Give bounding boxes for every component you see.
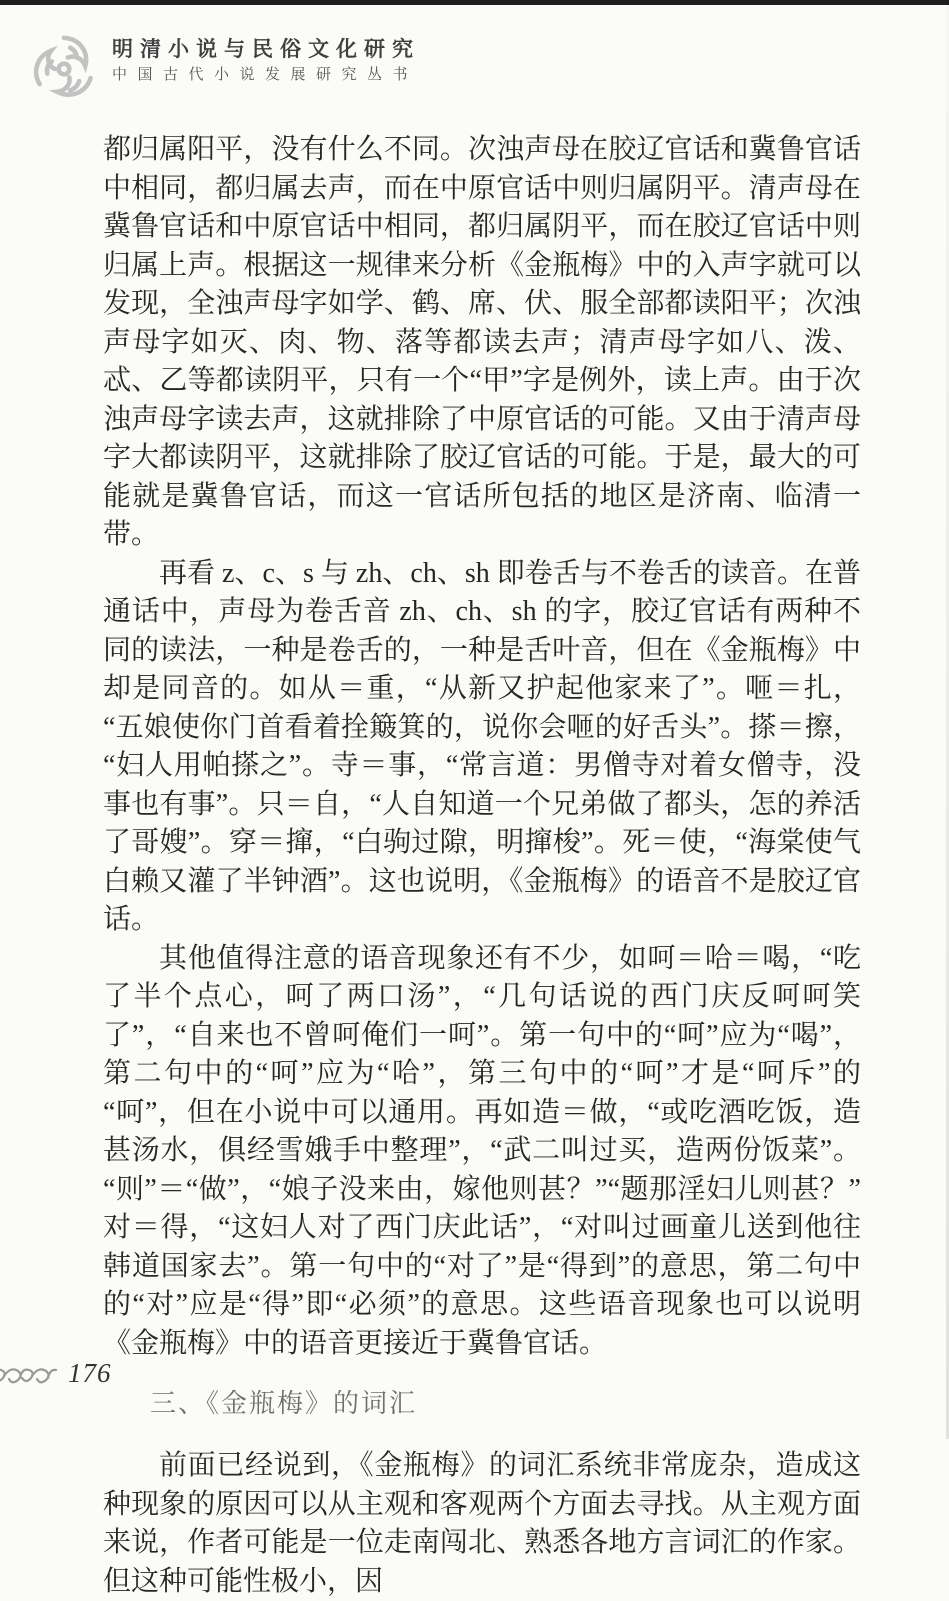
paragraph-continuation: 都归属阳平，没有什么不同。次浊声母在胶辽官话和冀鲁官话中相同，都归属去声，而在中原官话中则归属阴平。清声母在冀鲁官话和中原官话中相同，都归属阴平，而在胶辽官话中则归属上声。根据这一规律来分析《金瓶梅》中的入声字就可以发现，全浊声母字如学、鹤、席、伏、服全部都读阳平；次浊声母字如灭、肉、物、落等都读去声；清声母字如八、泼、忒、乙等都读阴平，只有一个“甲”字是例外，读上声。由于次浊声母字读去声，这就排除了中原官话的可能。又由于清声母字大都读阴平，这就排除了胶辽官话的可能。于是，最大的可能就是冀鲁官话，而这一官话所包括的地区是济南、临清一带。 [103,134,861,550]
page-footer [0,1356,300,1390]
page-number: 176 [68,1357,112,1388]
scroll-flourish-icon [0,1360,58,1386]
paragraph: 再看 z、c、s 与 zh、ch、sh 即卷舌与不卷舌的读音。在普通话中，声母为卷舌音 zh、ch、sh 的字，胶辽官话有两种不同的读法，一种是卷舌的，一种是舌叶音，但在《金瓶梅》中却是同音的。如从＝重，“从新又护起他家来了”。咂＝扎，“五娘使你门首看着拴簸箕的，说你会咂的好舌头”。搽＝擦，“妇人用帕搽之”。寺＝事，“常言道：男僧寺对着女僧寺，没事也有事”。只＝自，“人自知道一个兄弟做了都头，怎的养活了哥嫂”。穿＝撺，“白驹过隙，明撺梭”。死＝使，“海棠使气白赖又灌了半钟酒”。这也说明，《金瓶梅》的语音不是胶辽官话。 [103,557,861,935]
page-header [26,30,420,108]
section-heading: 三、《金瓶梅》的词汇 [150,1388,418,1418]
series-title: 明清小说与民俗文化研究 [112,37,420,61]
series-subtitle: 中国古代小说发展研究丛书 [112,67,419,83]
phoenix-seal-icon [26,30,102,108]
paragraph: 前面已经说到，《金瓶梅》的词汇系统非常庞杂，造成这种现象的原因可以从主观和客观两个方面去寻找。从主观方面来说，作者可能是一位走南闯北、熟悉各地方言词汇的作家。但这种可能性极小，因 [103,1450,861,1597]
scan-edge-artifact-top [0,0,949,5]
header-titles [112,30,420,85]
paragraph: 其他值得注意的语音现象还有不少，如呵＝哈＝喝，“吃了半个点心，呵了两口汤”，“几句话说的西门庆反呵呵笑了”，“自来也不曾呵俺们一呵”。第一句中的“呵”应为“喝”，第二句中的“呵”应为“哈”，第三句中的“呵”才是“呵斥”的“呵”，但在小说中可以通用。再如造＝做，“或吃酒吃饭，造甚汤水，俱经雪娥手中整理”，“武二叫过买，造两份饭菜”。“则”＝“做”，“娘子没来由，嫁他则甚？”“题那淫妇儿则甚？”对＝得，“这妇人对了西门庆此话”，“对叫过画童儿送到他往韩道国家去”。第一句中的“对了”是“得到”的意思，第二句中的“对”应是“得”即“必须”的意思。这些语音现象也可以说明《金瓶梅》中的语音更接近于冀鲁官话。 [103,942,861,1359]
